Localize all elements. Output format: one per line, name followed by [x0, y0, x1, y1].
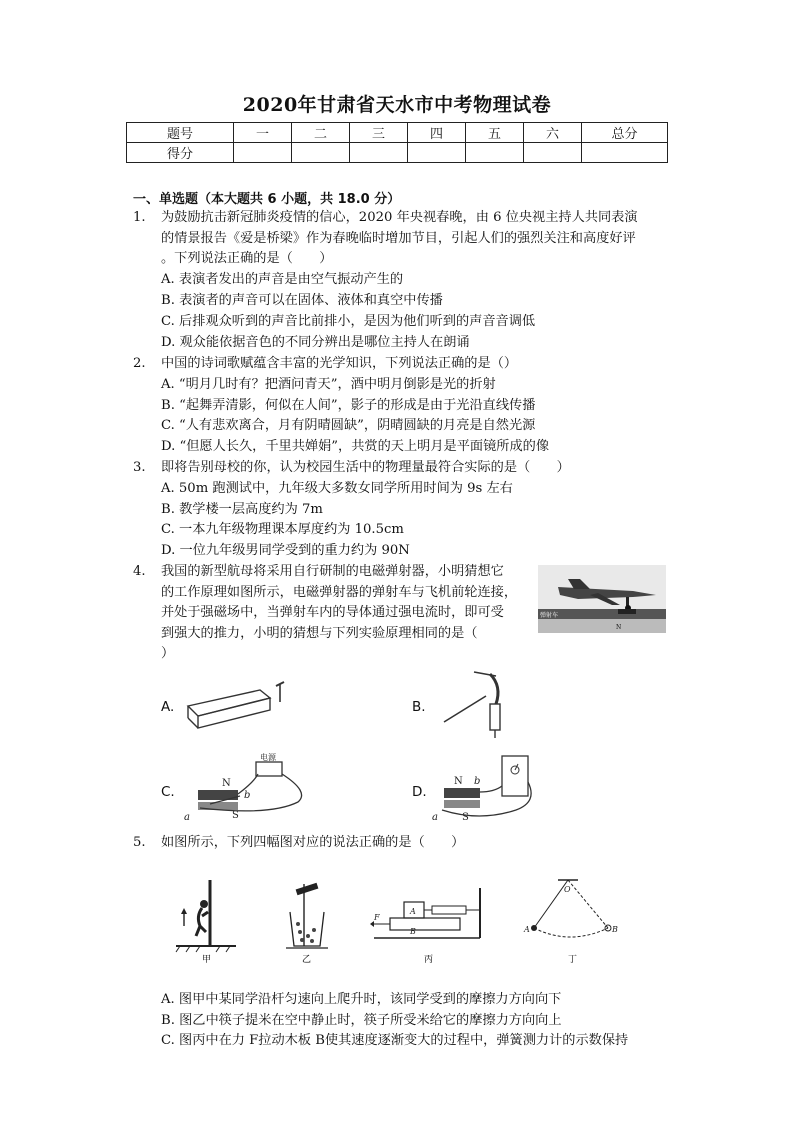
question-number: 2.	[133, 356, 146, 371]
score-cell-empty	[466, 143, 524, 163]
score-cell-empty	[350, 143, 408, 163]
option-a: A. 50m 跑测试中，九年级大多数女同学所用时间为 9s 左右	[161, 481, 513, 496]
option-a-label: A.	[161, 699, 175, 715]
option-c: C. 一本九年级物理课本厚度约为 10.5cm	[161, 522, 404, 537]
score-cell: 六	[524, 123, 582, 143]
pole-s-label: S	[232, 810, 239, 821]
question-number: 5.	[133, 835, 146, 850]
question-line: 为鼓励抗击新冠肺炎疫情的信心，2020 年央视春晚，由 6 位央视主持人共同表演	[161, 210, 638, 225]
section-heading: 一、单选题（本大题共 6 小题，共 18.0 分）	[133, 192, 401, 207]
question-number: 4.	[133, 564, 146, 579]
page-title: 2020年甘肃省天水市中考物理试卷	[242, 94, 552, 116]
pole-n-label: N	[222, 778, 231, 789]
figure-yi	[280, 876, 340, 966]
score-cell: 得分	[127, 143, 234, 163]
score-table	[126, 122, 668, 163]
score-cell-empty	[524, 143, 582, 163]
question-line: 并处于强磁场中，当弹射车内的导体通过强电流时，即可受	[161, 605, 504, 621]
figure-caption: 乙	[302, 955, 312, 965]
question-number: 1.	[133, 210, 146, 225]
figure-bing	[370, 884, 490, 968]
option-c: C. 后排观众听到的声音比前排小，是因为他们听到的声音音调低	[161, 314, 536, 329]
option-d: D. “但愿人长久，千里共婵娟”，共赏的天上明月是平面镜所成的像	[161, 439, 550, 454]
score-cell: 二	[292, 123, 350, 143]
board-b-label: B	[410, 927, 416, 936]
score-cell: 四	[408, 123, 466, 143]
option-c-figure	[180, 752, 320, 822]
option-b: B. “起舞弄清影，何似在人间”，影子的形成是由于光沿直线传播	[161, 398, 536, 413]
label-a: a	[432, 812, 438, 823]
option-b: B. 表演者的声音可以在固体、液体和真空中传播	[161, 293, 443, 308]
option-a: A. 图甲中某同学沿杆匀速向上爬升时，该同学受到的摩擦力方向向下	[161, 992, 562, 1007]
label-a: a	[184, 812, 190, 822]
question-number: 3.	[133, 460, 146, 475]
label-b: b	[244, 790, 251, 801]
option-d: D. 一位九年级男同学受到的重力约为 90N	[161, 543, 410, 558]
figure-ding	[512, 876, 632, 966]
option-a-figure	[180, 672, 300, 738]
question-line: 如图所示，下列四幅图对应的说法正确的是（ ）	[161, 835, 465, 850]
option-c: C. “人有悲欢离合，月有阴晴圆缺”，阴晴圆缺的月亮是自然光源	[161, 418, 536, 433]
option-b: B. 图乙中筷子提米在空中静止时，筷子所受米给它的摩擦力方向向上	[161, 1013, 562, 1028]
force-f-label: F	[374, 913, 380, 922]
score-cell-empty	[292, 143, 350, 163]
pivot-o-label: O	[564, 885, 571, 894]
option-d: D. 观众能依据音色的不同分辨出是哪位主持人在朗诵	[161, 335, 470, 350]
question-line: 。下列说法正确的是（ ）	[161, 251, 333, 267]
score-table-header-row	[127, 123, 668, 143]
catapult-label: 弹射车	[540, 612, 559, 619]
figure-jia	[172, 876, 242, 966]
figure-caption: 丙	[424, 955, 434, 965]
pole-n-label: N	[454, 776, 463, 787]
score-cell-empty	[582, 143, 668, 163]
option-d-label: D.	[412, 784, 427, 800]
power-source-label: 电源	[260, 753, 276, 762]
score-cell: 三	[350, 123, 408, 143]
pole-n-label: N	[616, 624, 622, 631]
score-cell: 五	[466, 123, 524, 143]
option-b: B. 教学楼一层高度约为 7m	[161, 502, 323, 517]
option-b-label: B.	[412, 699, 426, 715]
option-a: A. 表演者发出的声音是由空气振动产生的	[161, 272, 404, 287]
figure-caption: 丁	[568, 955, 578, 965]
option-b-figure	[430, 666, 520, 746]
question-line: 的情景报告《爱是桥梁》作为春晚临时增加节目，引起人们的强烈关注和高度好评	[161, 230, 636, 246]
figure-caption: 甲	[202, 955, 212, 965]
label-b: b	[474, 776, 481, 787]
option-c-label: C.	[161, 784, 175, 800]
block-a-label: A	[410, 907, 416, 916]
score-cell: 总分	[582, 123, 668, 143]
option-a: A. “明月几时有？把酒问青天”，酒中明月倒影是光的折射	[161, 377, 496, 392]
question-line: 的工作原理如图所示，电磁弹射器的弹射车与飞机前轮连接，	[161, 584, 518, 600]
point-a-label: A	[524, 925, 530, 934]
question-line: 到强大的推力，小明的猜想与下列实验原理相同的是（	[161, 625, 478, 641]
score-cell-empty	[234, 143, 292, 163]
score-cell: 一	[234, 123, 292, 143]
catapult-figure	[538, 565, 666, 633]
score-cell: 题号	[127, 123, 234, 143]
question-line: 中国的诗词歌赋蕴含丰富的光学知识，下列说法正确的是（）	[161, 356, 518, 371]
option-c: C. 图丙中在力 F拉动木板 B使其速度逐渐变大的过程中，弹簧测力计的示数保持	[161, 1033, 629, 1048]
question-line: 即将告别母校的你，认为校园生活中的物理量最符合实际的是（ ）	[161, 460, 570, 475]
point-b-label: B	[612, 925, 618, 934]
question-line: 我国的新型航母将采用自行研制的电磁弹射器，小明猜想它	[161, 564, 504, 579]
question-line: ）	[161, 646, 175, 662]
pole-s-label: S	[462, 812, 469, 823]
score-cell-empty	[408, 143, 466, 163]
score-table-score-row	[127, 143, 668, 163]
option-d-figure	[430, 752, 540, 824]
